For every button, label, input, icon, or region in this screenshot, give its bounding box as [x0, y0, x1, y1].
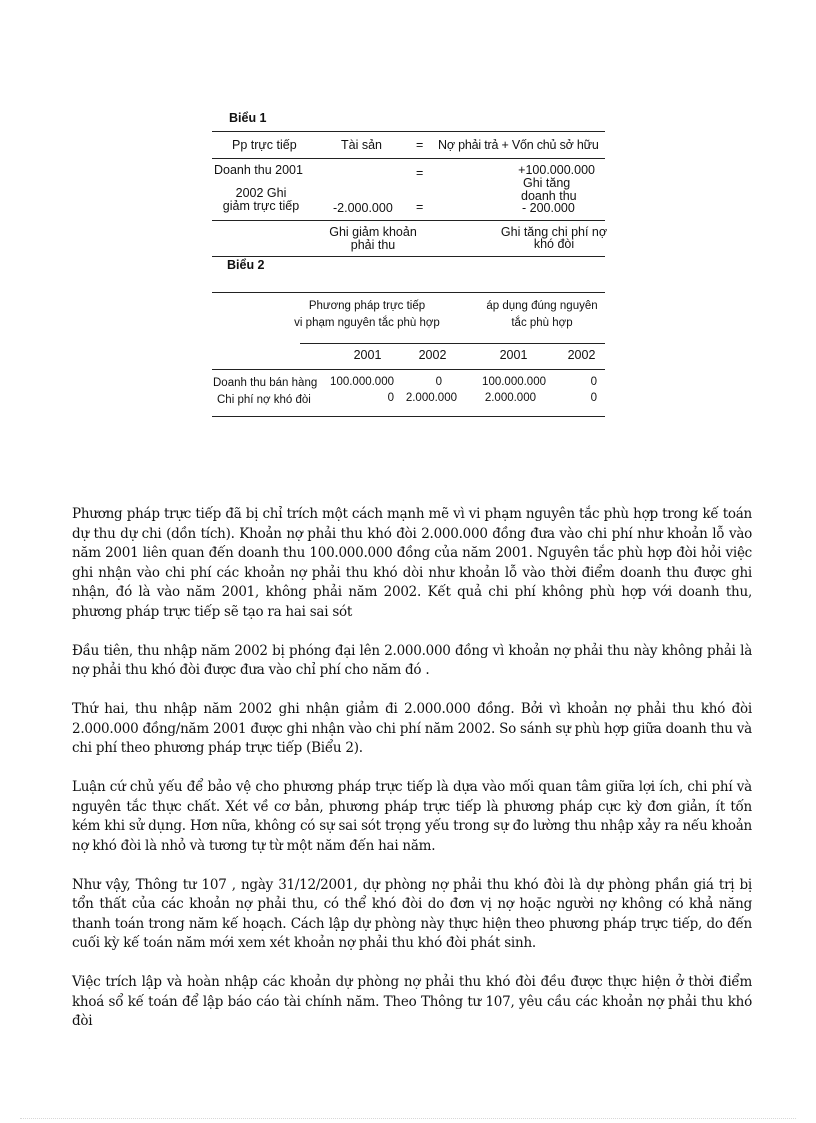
bieu2-group1-line2: vi phạm nguyên tắc phù hợp: [294, 317, 440, 329]
bieu1-row2-eq: =: [416, 200, 424, 214]
bieu1-header-assets: Tài sản: [341, 138, 382, 152]
bieu2-year-1: 2001: [353, 348, 382, 362]
bieu1-note-left-line2: phải thu: [350, 238, 396, 252]
scanned-figure: [0, 0, 816, 440]
bieu2-row1-v3: 100.000.000: [482, 376, 546, 388]
bieu2-label: Biểu 2: [227, 258, 265, 272]
bieu1-header-eq: =: [416, 138, 424, 152]
bieu2-group1-line1: Phương pháp trực tiếp: [308, 300, 426, 312]
bieu2-year-3: 2001: [499, 348, 528, 362]
bieu2-row2-v1: 0: [387, 392, 394, 404]
bieu2-year-4: 2002: [567, 348, 596, 362]
bieu1-header-rule: [212, 158, 605, 159]
bieu1-body-rule: [212, 220, 605, 221]
bieu1-row2-right-line3: - 200.000: [522, 201, 575, 215]
bieu1-row1-value: +100.000.000: [518, 163, 595, 177]
bieu2-row1-v4: 0: [590, 376, 597, 388]
bieu2-group2-line2: tắc phù hợp: [511, 317, 573, 329]
bieu2-row2-v4: 0: [590, 392, 597, 404]
bieu1-note-left-line1: Ghi giảm khoản: [329, 225, 417, 239]
bieu2-row2-label: Chi phí nợ khó đòi: [217, 394, 311, 406]
bieu2-top-rule: [212, 292, 605, 293]
bieu2-group2-line1: áp dụng đúng nguyên: [486, 300, 598, 312]
bieu2-bottom-rule: [212, 416, 605, 417]
paragraph-5: Như vậy, Thông tư 107 , ngày 31/12/2001, dự phòng nợ phải thu khó đòi là dự phòng phần giá trị bị tổn thất của các khoản nợ phải thu, có thể khó đòi do đơn vị nợ hoặc người nợ không có khả năng thanh toán trong năm kế hoạch. Cách lập dự phòng này thực hiện theo phương pháp trực tiếp, do đến cuối kỳ kế toán năm mới xem xét khoản nợ phải thu khó đòi phát sinh.: [72, 876, 752, 951]
bieu2-row2-v2: 2.000.000: [405, 392, 457, 404]
bieu2-header-rule: [300, 343, 605, 344]
bieu1-row1-eq: =: [416, 166, 424, 180]
bieu2-row1-v1: 100.000.000: [330, 376, 394, 388]
bieu1-row2-assets-value: -2.000.000: [333, 201, 393, 215]
paragraph-3: Thứ hai, thu nhập năm 2002 ghi nhận giảm đi 2.000.000 đồng. Bởi vì khoản nợ phải thu khó đòi 2.000.000 đồng/năm 2001 được ghi nhận vào chi phí năm 2002. So sánh sự phù hợp giữa doanh thu và chi phí theo phương pháp trực tiếp (Biểu 2).: [72, 701, 752, 756]
bieu1-bottom-rule: [212, 256, 605, 257]
bieu2-row2-v3: 2.000.000: [484, 392, 536, 404]
bieu2-row1-v2: 0: [435, 376, 442, 388]
page-bottom-divider: [20, 1118, 796, 1119]
bieu2-row1-label: Doanh thu bán hàng: [213, 377, 318, 389]
bieu2-years-rule: [212, 369, 605, 370]
bieu1-row2-right-line2: doanh thu: [521, 189, 577, 203]
paragraph-1: Phương pháp trực tiếp đã bị chỉ trích một cách mạnh mẽ vì vi phạm nguyên tắc phù hợp trong kế toán dự thu dự chi (dồn tích). Khoản nợ phải thu khó đòi 2.000.000 đồng đưa vào chi phí như khoản lỗ vào năm 2001 liên quan đến doanh thu 100.000.000 đồng của năm 2001. Nguyên tắc phù hợp đòi hỏi việc ghi nhận vào chi phí các khoản nợ phải thu khó dòi như khoản lỗ vào thời điểm doanh thu được ghi nhận, đó là vào năm 2001, không phải năm 2002. Kết quả chi phí không phù hợp với doanh thu, phương pháp trực tiếp sẽ tạo ra hai sai sót: [72, 506, 752, 620]
bieu2-year-2: 2002: [418, 348, 447, 362]
paragraph-4: Luận cứ chủ yếu để bảo vệ cho phương pháp trực tiếp là dựa vào mối quan tâm giữa lợi ích, chi phí và nguyên tắc thực chất. Xét về cơ bản, phương pháp trực tiếp là phương pháp cực kỳ đơn giản, ít tốn kém khi sử dụng. Hơn nữa, không có sự sai sót trọng yếu trong sự đo lường thu nhập xảy ra nếu khoản nợ khó đòi là nhỏ và tương tự từ một năm đến hai năm.: [72, 779, 752, 854]
bieu1-row2-label-line2: giảm trực tiếp: [222, 199, 300, 213]
bieu1-top-rule: [212, 131, 605, 132]
paragraph-6: Việc trích lập và hoàn nhập các khoản dự phòng nợ phải thu khó đòi đều được thực hiện ở thời điểm khoá sổ kế toán để lập báo cáo tài chính năm. Theo Thông tư 107, yêu cầu các khoản nợ phải thu khó đòi: [72, 974, 752, 1029]
bieu1-row2-label-line1: 2002 Ghi: [235, 186, 287, 200]
bieu1-row2-right-line1: Ghi tăng: [523, 176, 571, 190]
bieu1-header-method: Pp trực tiếp: [232, 138, 297, 152]
bieu1-note-right-line1: Ghi tăng chi phí nợ: [500, 225, 608, 239]
bieu1-row1-label: Doanh thu 2001: [214, 163, 303, 177]
bieu1-header-right: Nợ phải trả + Vốn chủ sở hữu: [438, 138, 599, 152]
bieu1-label: Biểu 1: [229, 111, 267, 125]
bieu1-note-right-line2: khó đòi: [533, 237, 575, 251]
paragraph-2: Đầu tiên, thu nhập năm 2002 bị phóng đại lên 2.000.000 đồng vì khoản nợ phải thu này không phải là nợ phải thu khó đòi được đưa vào chỉ phí cho năm đó .: [72, 642, 752, 678]
document-body: [72, 505, 752, 1051]
